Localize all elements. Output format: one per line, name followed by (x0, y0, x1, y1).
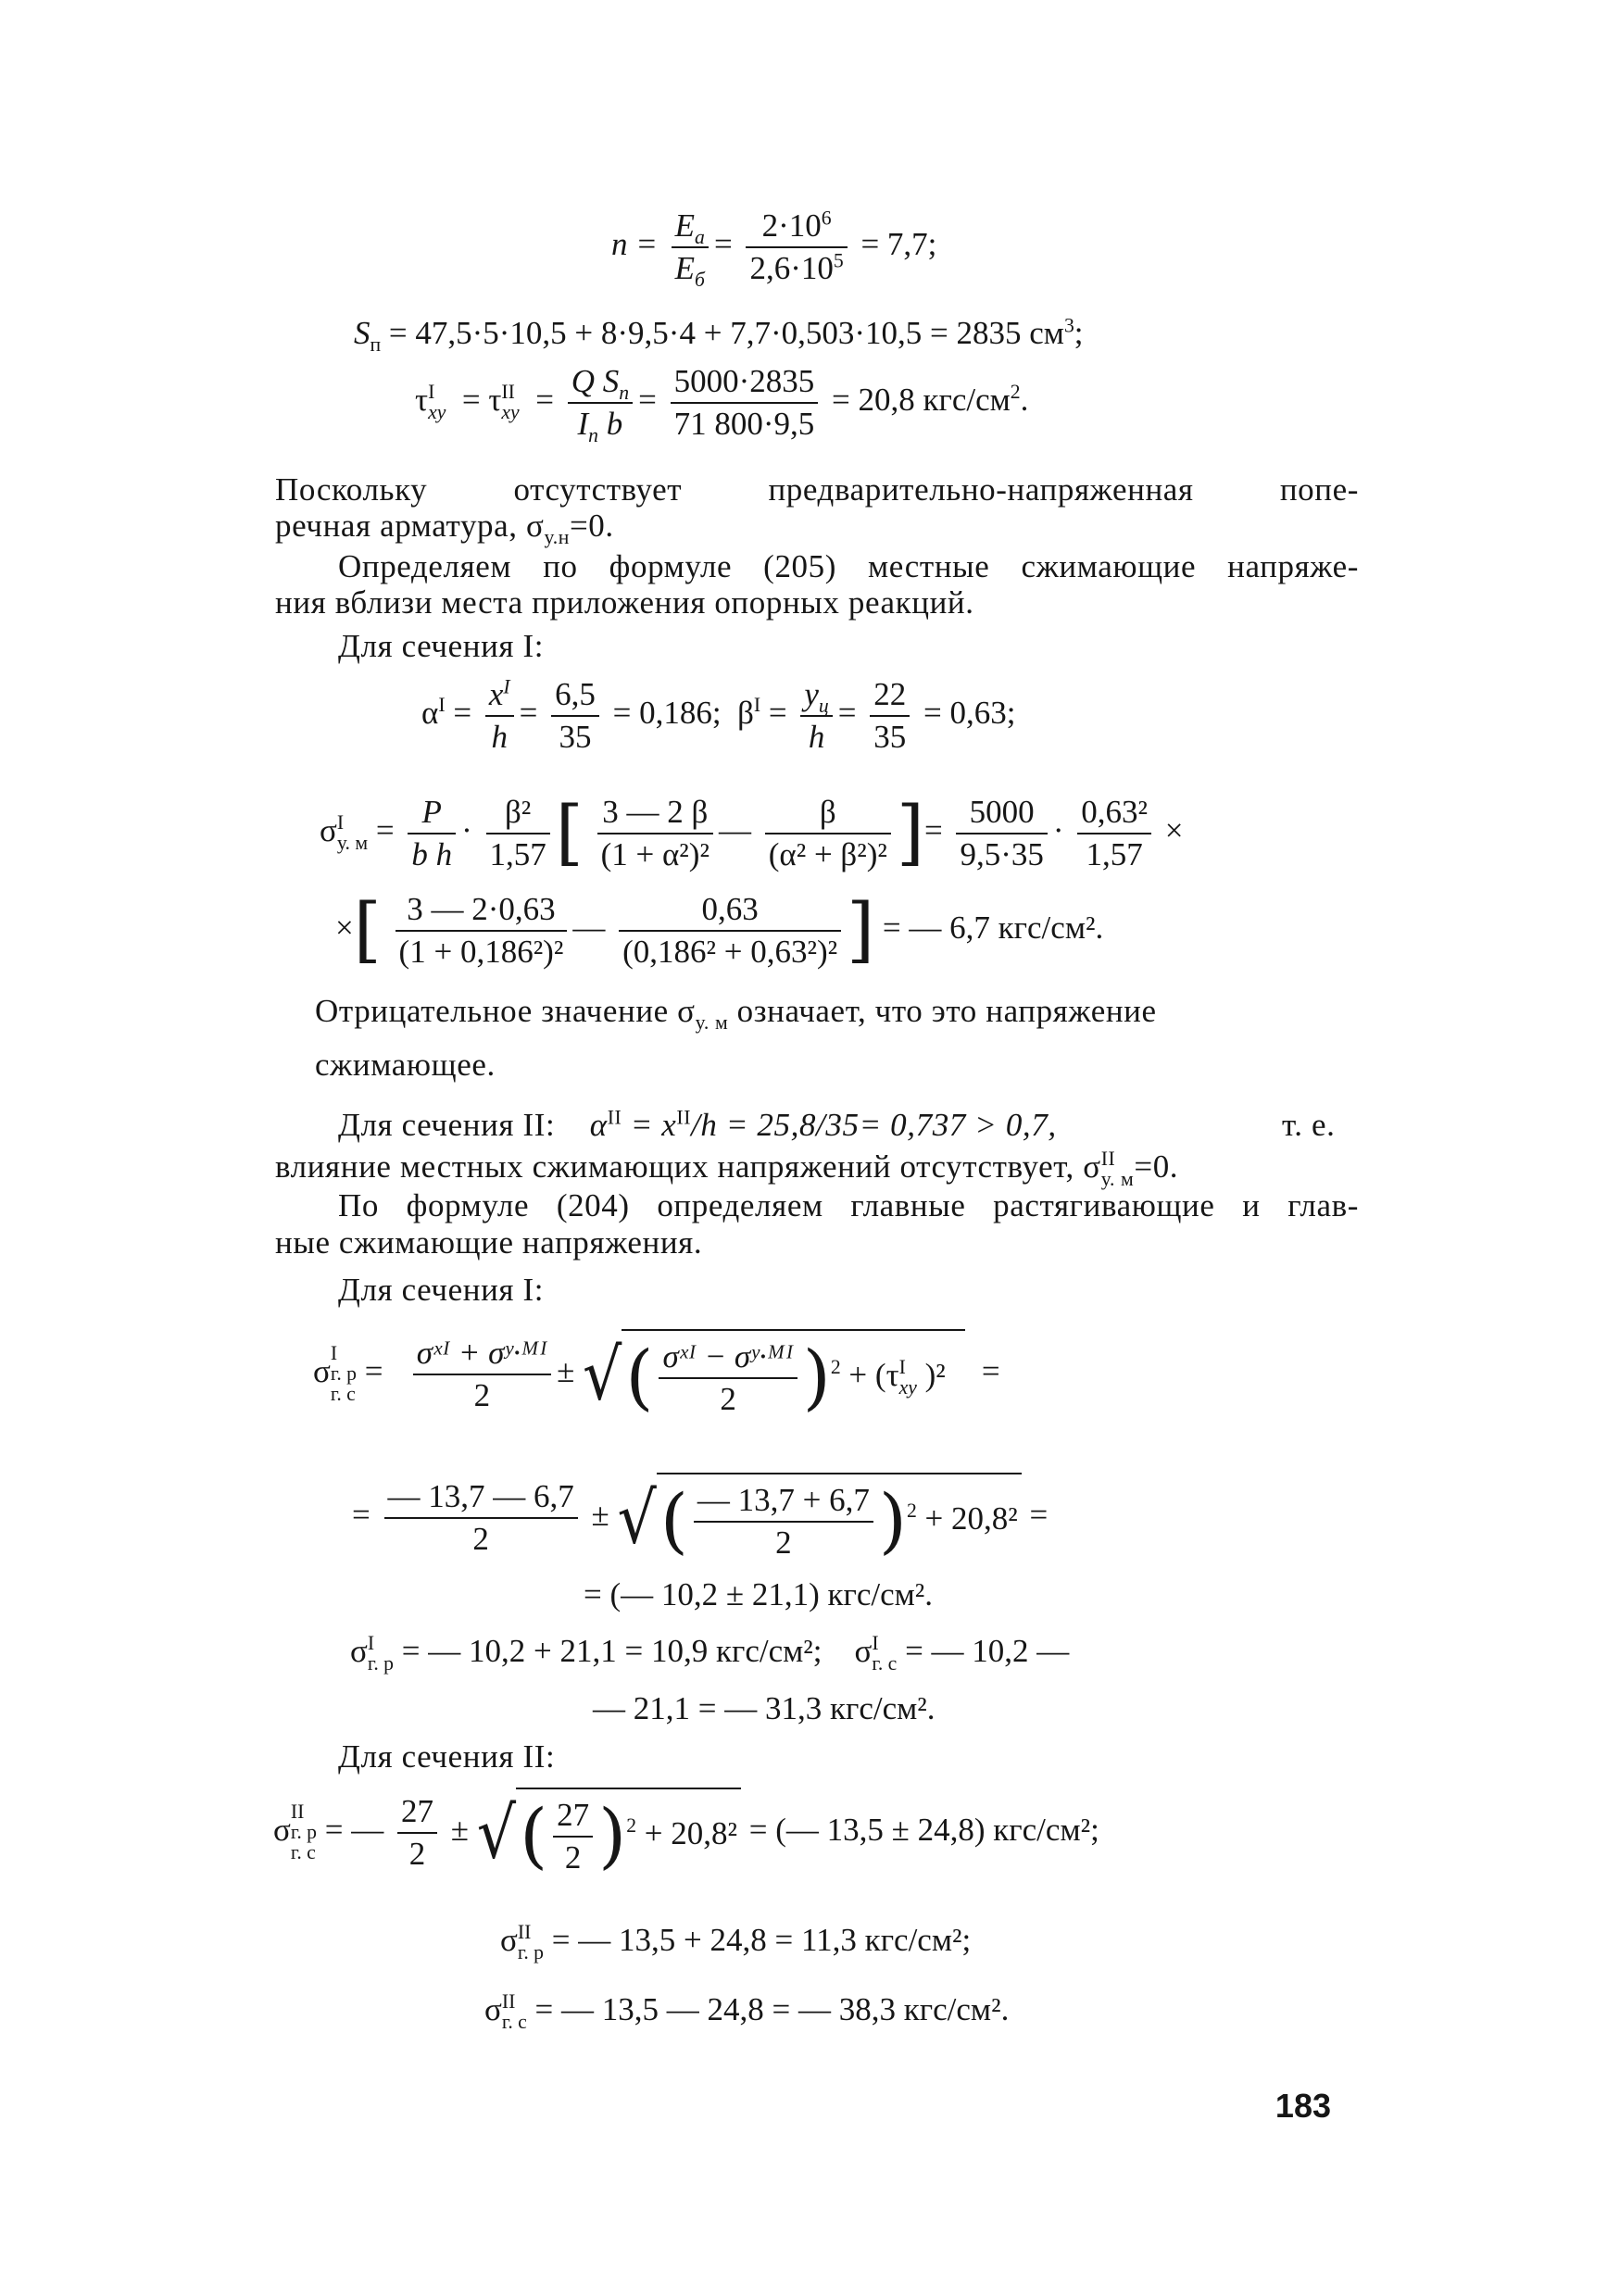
paragraph-3-line-2: ные сжимающие напряжения. (275, 1224, 703, 1261)
paragraph-1-line-1: Поскольку отсутствует предварительно-напряженная попе- (275, 471, 1359, 508)
negative-note-line-2: сжимающее. (315, 1047, 496, 1083)
section-2-alpha: Для сечения II: $\alpha^{II} = x^{II}/h = 25,8/35= 0,737 > 0,7$, (338, 1106, 1057, 1143)
paragraph-2-line-2: ния вблизи места приложения опорных реакций. (275, 584, 974, 621)
formula-principal-1: σI г. р г. с = $\frac{\text{σˣᴵ + σʸ·ᴹᴵ}}{2}$ ± √( $\frac{\text{σˣᴵ − σʸ·ᴹᴵ}}{2}$ )$^2$ + (τI xy )² = (313, 1329, 1000, 1420)
n-frac-2: $\frac{2\cdot 10^6}{2,6\cdot 10^5}$ (746, 206, 847, 289)
formula-principal-ii-3: σII г. с = — 13,5 — 24,8 = — 38,3 кгс/см². (484, 1990, 1010, 2033)
influence-line: влияние местных сжимающих напряжений отсутствует, σII у. м=0. (275, 1148, 1179, 1190)
formula-principal-ii-2: σII г. р = — 13,5 + 24,8 = 11,3 кгс/см²; (500, 1921, 972, 1964)
page-number: 183 (1275, 2087, 1331, 2125)
formula-tau: τI xy = τII xy = $\frac{Q S_п}{I_п b}$ = $\frac{5000\cdot 2835}{71 800\cdot 9,5}$ = 20,8 кгс/$см^2$. (415, 363, 1029, 446)
formula-n: n = $\frac{E_а}{E_б}$ = $\frac{2\cdot 10^6}{2,6\cdot 10^5}$ = 7,7; (611, 207, 937, 291)
formula-principal-2: = $\frac{— 13,7 — 6,7}{2}$ ± √( $\frac{— 13,7 + 6,7}{2}$ )$^2$ + 20,8² = (352, 1473, 1048, 1563)
formula-principal-5: — 21,1 = — 31,3 кгс/см². (593, 1690, 936, 1726)
formula-principal-3: = (— 10,2 ± 21,1) кгс/см². (584, 1576, 934, 1612)
formula-alpha-beta: $\alpha^I$ = $\frac{x^I}{h}$ = $\frac{6,5}{35}$ = 0,186; $\beta^I$ = $\frac{y_ц}{h}$ = $\frac{22}{35}$ = 0,63; (421, 675, 1016, 755)
section-2-label-b: Для сечения II: (338, 1738, 556, 1775)
paragraph-3-line-1: По формуле (204) определяем главные растягивающие и глав- (338, 1187, 1359, 1223)
section-2-tail: т. е. (1282, 1107, 1336, 1143)
formula-sigma-um-1: σI у. м = $\frac{P}{\text{b h}}$ · $\frac{\text{β²}}{1,57}$ [ $\frac{3 — 2 \beta}{\text{(1 + α²)²}}$ — $\frac{\beta}{\text{(α² + β²)²}}$ ]= $\frac{5000}{9,5\cdot 35}$ · $\frac{\text{0,63²}}{1,57}$ × (320, 792, 1184, 875)
tau-frac-1: $\frac{Q S_п}{I_п b}$ (568, 361, 633, 445)
paragraph-1-line-2: речная арматура, $\sigma_{у.н}=0$. (275, 508, 614, 548)
paragraph-2-line-1: Определяем по формуле (205) местные сжимающие напряже- (338, 548, 1359, 584)
n-lhs: n = (611, 225, 658, 262)
formula-principal-4: σI г. р = — 10,2 + 21,1 = 10,9 кгс/см²; σI г. с = — 10,2 — (350, 1632, 1070, 1675)
formula-sigma-um-2: ×[ $\frac{3 — 2\cdot 0,63}{\text{(1 + 0,186²)²}}$ — $\frac{0,63}{\text{(0,186² + 0,63²)²}}$ ] = — 6,7 кгс/см². (335, 889, 1104, 972)
section-1-label: Для сечения I: (338, 628, 545, 664)
tau-frac-2: $\frac{5000\cdot 2835}{71 800\cdot 9,5}$ (671, 361, 819, 445)
section-1-label-b: Для сечения I: (338, 1272, 545, 1308)
formula-s: $S_п = 47,5\cdot 5\cdot 10,5 + 8\cdot 9,5\cdot 4 + 7,7\cdot 0,503\cdot 10,5 = 2835$ $см^3$; (354, 314, 1084, 356)
negative-note-line-1: Отрицательное значение $\sigma_{у. м}$ означает, что это напряжение (315, 993, 1157, 1034)
formula-principal-ii-1: σII г. р г. с = — $\frac{27}{2}$ ± √( $\frac{27}{2}$ )$^2$ + 20,8² = (— 13,5 ± 24,8) кгс/см²; (273, 1788, 1099, 1878)
n-frac-1: $\frac{E_а}{E_б}$ (672, 206, 709, 289)
n-result: = 7,7; (860, 225, 937, 262)
